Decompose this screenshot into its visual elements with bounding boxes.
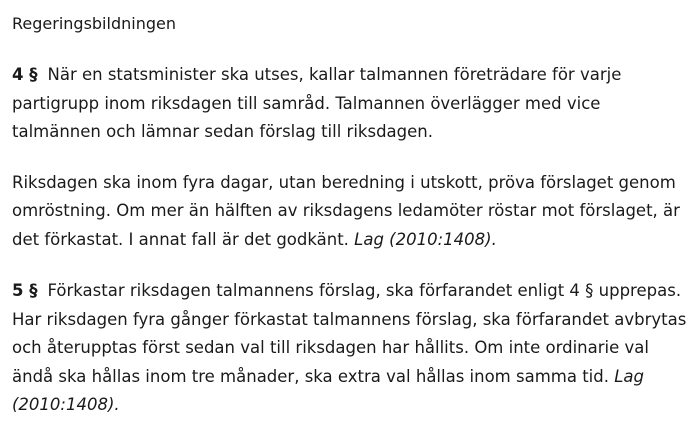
paragraph-5-section	[12, 277, 692, 420]
law-reference: Lag (2010:1408).	[354, 229, 497, 249]
paragraph-4-section-continued	[12, 169, 692, 255]
paragraph-text: Förkastar riksdagen talmannens förslag, ska förfarandet enligt 4 § upprepas. Har riksdagen fyra gånger förkastat talmannens förslag, ska förfarandet avbrytas och återupptas först sedan val till riksdagen har hållits. Om inte ordinarie val ändå ska hållas inom tre månader, ska extra val hållas inom samma tid.	[12, 281, 687, 386]
section-number: 5 §	[12, 281, 38, 300]
paragraph-4-section	[12, 61, 692, 147]
section-number: 4 §	[12, 65, 38, 84]
law-reference: Lag (2010:1408).	[12, 366, 645, 414]
section-heading: Regeringsbildningen	[12, 14, 176, 33]
paragraph-text: När en statsminister ska utses, kallar talmannen företrädare för varje partigrupp inom riksdagen till samråd. Talmannen överlägger med vice talmännen och lämnar sedan förslag till riksdagen.	[12, 65, 622, 141]
paragraph-text: Riksdagen ska inom fyra dagar, utan beredning i utskott, pröva förslaget genom omröstning. Om mer än hälften av riksdagens ledamöter röstar mot förslaget, är det förkastat. I annat fall är det godkänt.	[12, 172, 680, 249]
document-body	[12, 0, 692, 420]
